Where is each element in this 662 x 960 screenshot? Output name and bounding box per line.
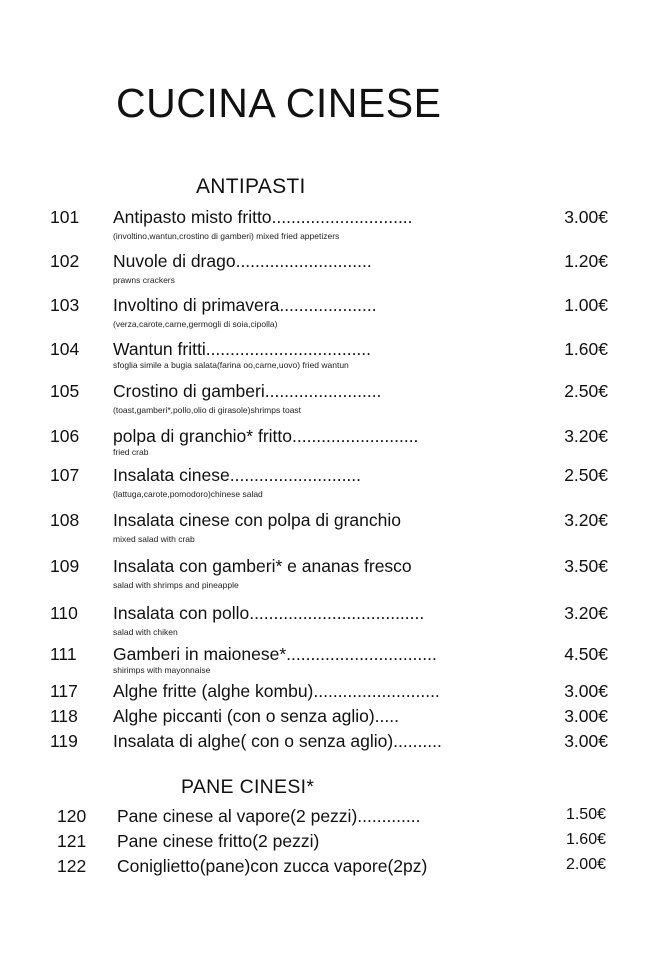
section-title-antipasti: ANTIPASTI [196, 175, 306, 198]
section-title-pane-cinesi: PANE CINESI* [181, 776, 315, 798]
item-description: (toast,gamberi*,pollo,olio di girasole)shrimps toast [113, 405, 302, 415]
item-number: 120 [57, 806, 87, 826]
item-number: 105 [50, 381, 80, 401]
item-description: shirimps with mayonnaise [113, 665, 211, 675]
item-price: 1.60€ [564, 339, 608, 359]
item-description: prawns crackers [113, 275, 175, 285]
item-number: 118 [50, 706, 78, 726]
item-price: 3.00€ [564, 706, 608, 726]
item-name: Insalata cinese........................... [113, 465, 362, 485]
item-name: Antipasto misto fritto............................. [113, 207, 413, 227]
item-price: 1.00€ [564, 295, 608, 315]
item-price: 3.20€ [564, 603, 608, 623]
item-name: polpa di granchio* fritto.......................... [113, 426, 419, 446]
item-price: 2.50€ [564, 465, 608, 485]
item-price: 1.20€ [564, 251, 608, 271]
item-description: (verza,carote,carne,germogli di soia,cipolla) [113, 319, 278, 329]
item-number: 117 [50, 681, 78, 701]
item-number: 121 [57, 831, 87, 851]
item-number: 122 [57, 856, 87, 876]
item-number: 104 [50, 339, 80, 359]
item-description: fried crab [113, 447, 149, 457]
item-description: salad with shrimps and pineapple [113, 580, 239, 590]
item-name: Nuvole di drago............................ [113, 251, 372, 271]
item-price: 3.20€ [564, 510, 608, 530]
item-price: 1.50€ [565, 806, 606, 823]
item-price: 2.00€ [565, 856, 606, 873]
item-description: mixed salad with crab [113, 534, 195, 544]
item-price: 3.00€ [564, 731, 608, 751]
item-name: Coniglietto(pane)con zucca vapore(2pz) [117, 856, 428, 876]
item-description: (involtino,wantun,crostino di gamberi) mixed fried appetizers [113, 231, 340, 241]
item-description: salad with chiken [113, 627, 178, 637]
item-name: Involtino di primavera.................... [113, 295, 377, 315]
item-number: 106 [50, 426, 80, 446]
item-name: Crostino di gamberi........................ [113, 381, 382, 401]
item-name: Wantun fritti.................................. [113, 339, 372, 359]
item-number: 102 [50, 251, 80, 271]
item-number: 111 [50, 644, 77, 664]
item-name: Insalata cinese con polpa di granchio [113, 510, 401, 530]
item-number: 110 [50, 603, 78, 623]
item-description: (lattuga,carote,pomodoro)chinese salad [113, 489, 263, 499]
item-number: 119 [50, 731, 78, 751]
item-number: 107 [50, 465, 80, 485]
item-price: 3.00€ [564, 681, 608, 701]
item-name: Gamberi in maionese*............................... [113, 644, 437, 664]
item-number: 103 [50, 295, 80, 315]
item-name: Insalata di alghe( con o senza aglio).......... [113, 731, 442, 751]
item-price: 3.50€ [564, 556, 608, 576]
item-description: sfoglia simile a bugia salata(farina oo,carne,uovo) fried wantun [113, 360, 349, 370]
page-title: CUCINA CINESE [116, 80, 442, 126]
item-name: Alghe fritte (alghe kombu).......................... [113, 681, 440, 701]
item-number: 108 [50, 510, 80, 530]
item-name: Alghe piccanti (con o senza aglio)..... [113, 706, 399, 726]
item-price: 1.60€ [565, 831, 606, 848]
item-price: 2.50€ [564, 381, 608, 401]
item-name: Insalata con gamberi* e ananas fresco [113, 556, 412, 576]
item-price: 3.00€ [564, 207, 608, 227]
item-name: Pane cinese al vapore(2 pezzi)............. [117, 806, 421, 826]
item-number: 109 [50, 556, 80, 576]
item-name: Pane cinese fritto(2 pezzi) [117, 831, 320, 851]
item-price: 4.50€ [564, 644, 608, 664]
item-price: 3.20€ [564, 426, 608, 446]
item-number: 101 [50, 207, 80, 227]
item-name: Insalata con pollo.................................... [113, 603, 425, 623]
